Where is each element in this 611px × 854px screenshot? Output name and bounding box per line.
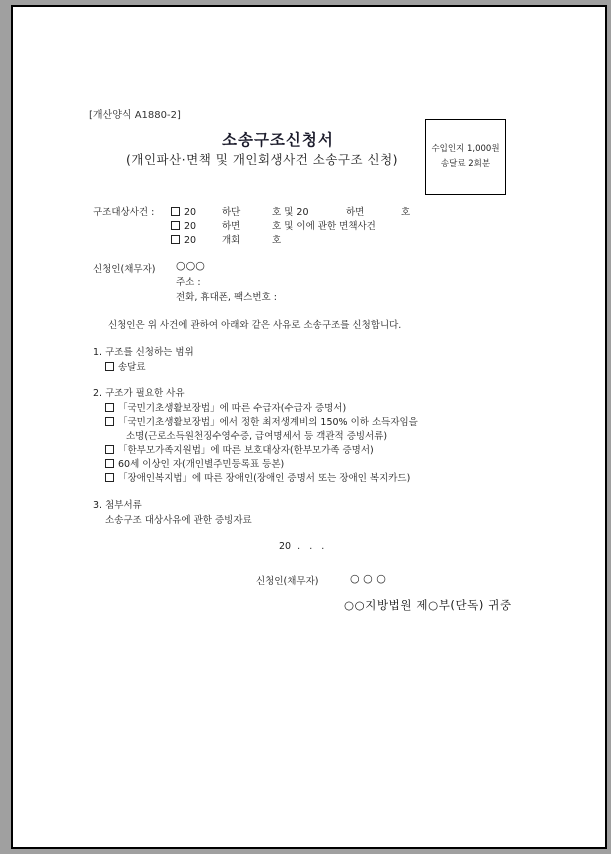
form-code: [개산양식 A1880-2] bbox=[89, 110, 181, 121]
case-checkbox-3[interactable] bbox=[171, 235, 180, 244]
case-checkbox-2[interactable] bbox=[171, 221, 180, 230]
reason-checkbox-2[interactable] bbox=[105, 417, 114, 426]
application-statement: 신청인은 위 사건에 관하여 아래와 같은 사유로 소송구조를 신청합니다. bbox=[108, 320, 402, 331]
applicant-address-label: 주소 : bbox=[176, 277, 201, 288]
stamp-line-1: 수입인지 1,000원 bbox=[431, 144, 500, 154]
signature-name: ○ ○ ○ bbox=[350, 572, 386, 585]
applicant-contact-label: 전화, 휴대폰, 팩스번호 : bbox=[176, 292, 277, 303]
date-line: 20 . . . bbox=[279, 541, 325, 552]
page-title: 소송구조신청서 bbox=[222, 131, 334, 149]
case-option-2: 20 하면 호 및 이에 관한 면책사건 bbox=[171, 218, 376, 232]
reason-item-4: 60세 이상인 자(개인별주민등록표 등본) bbox=[105, 456, 284, 470]
reason-item-2: 「국민기초생활보장법」에서 정한 최저생계비의 150% 이하 소득자임을 bbox=[105, 414, 418, 428]
reason-item-5: 「장애인복지법」에 따른 장애인(장애인 증명서 또는 장애인 복지카드) bbox=[105, 470, 410, 484]
signature-label: 신청인(채무자) bbox=[256, 576, 319, 587]
reason-item-2-continuation: 소명(근로소득원천징수영수증, 급여명세서 등 객관적 증빙서류) bbox=[126, 431, 388, 442]
section-1-item: 송달료 bbox=[105, 359, 146, 373]
case-checkbox-1[interactable] bbox=[171, 207, 180, 216]
case-option-1: 20 하단 호 및 20 하면 호 bbox=[171, 204, 410, 218]
section-3-heading: 3. 첨부서류 bbox=[93, 500, 142, 511]
stamp-line-2: 송달료 2회분 bbox=[440, 159, 491, 169]
page-subtitle: (개인파산·면책 및 개인회생사건 소송구조 신청) bbox=[126, 152, 399, 167]
section-1-heading: 1. 구조를 신청하는 범위 bbox=[93, 347, 194, 358]
case-option-3: 20 개회 호 bbox=[171, 232, 281, 246]
reason-checkbox-5[interactable] bbox=[105, 473, 114, 482]
court-addressee: ○○지방법원 제○부(단독) 귀중 bbox=[344, 598, 512, 612]
reason-checkbox-3[interactable] bbox=[105, 445, 114, 454]
section-2-heading: 2. 구조가 필요한 사유 bbox=[93, 388, 185, 399]
section-3-body: 소송구조 대상사유에 관한 증빙자료 bbox=[105, 515, 252, 526]
document-page bbox=[11, 5, 607, 849]
reason-item-3: 「한부모가족지원법」에 따른 보호대상자(한부모가족 증명서) bbox=[105, 442, 374, 456]
reason-item-1: 「국민기초생활보장법」에 따른 수급자(수급자 증명서) bbox=[105, 400, 346, 414]
scope-checkbox-delivery-fee[interactable] bbox=[105, 362, 114, 371]
reason-checkbox-4[interactable] bbox=[105, 459, 114, 468]
applicant-label: 신청인(채무자) bbox=[93, 264, 156, 275]
case-label: 구조대상사건 : bbox=[93, 207, 155, 218]
applicant-name: ○○○ bbox=[176, 259, 205, 272]
reason-checkbox-1[interactable] bbox=[105, 403, 114, 412]
revenue-stamp-box bbox=[425, 119, 506, 195]
